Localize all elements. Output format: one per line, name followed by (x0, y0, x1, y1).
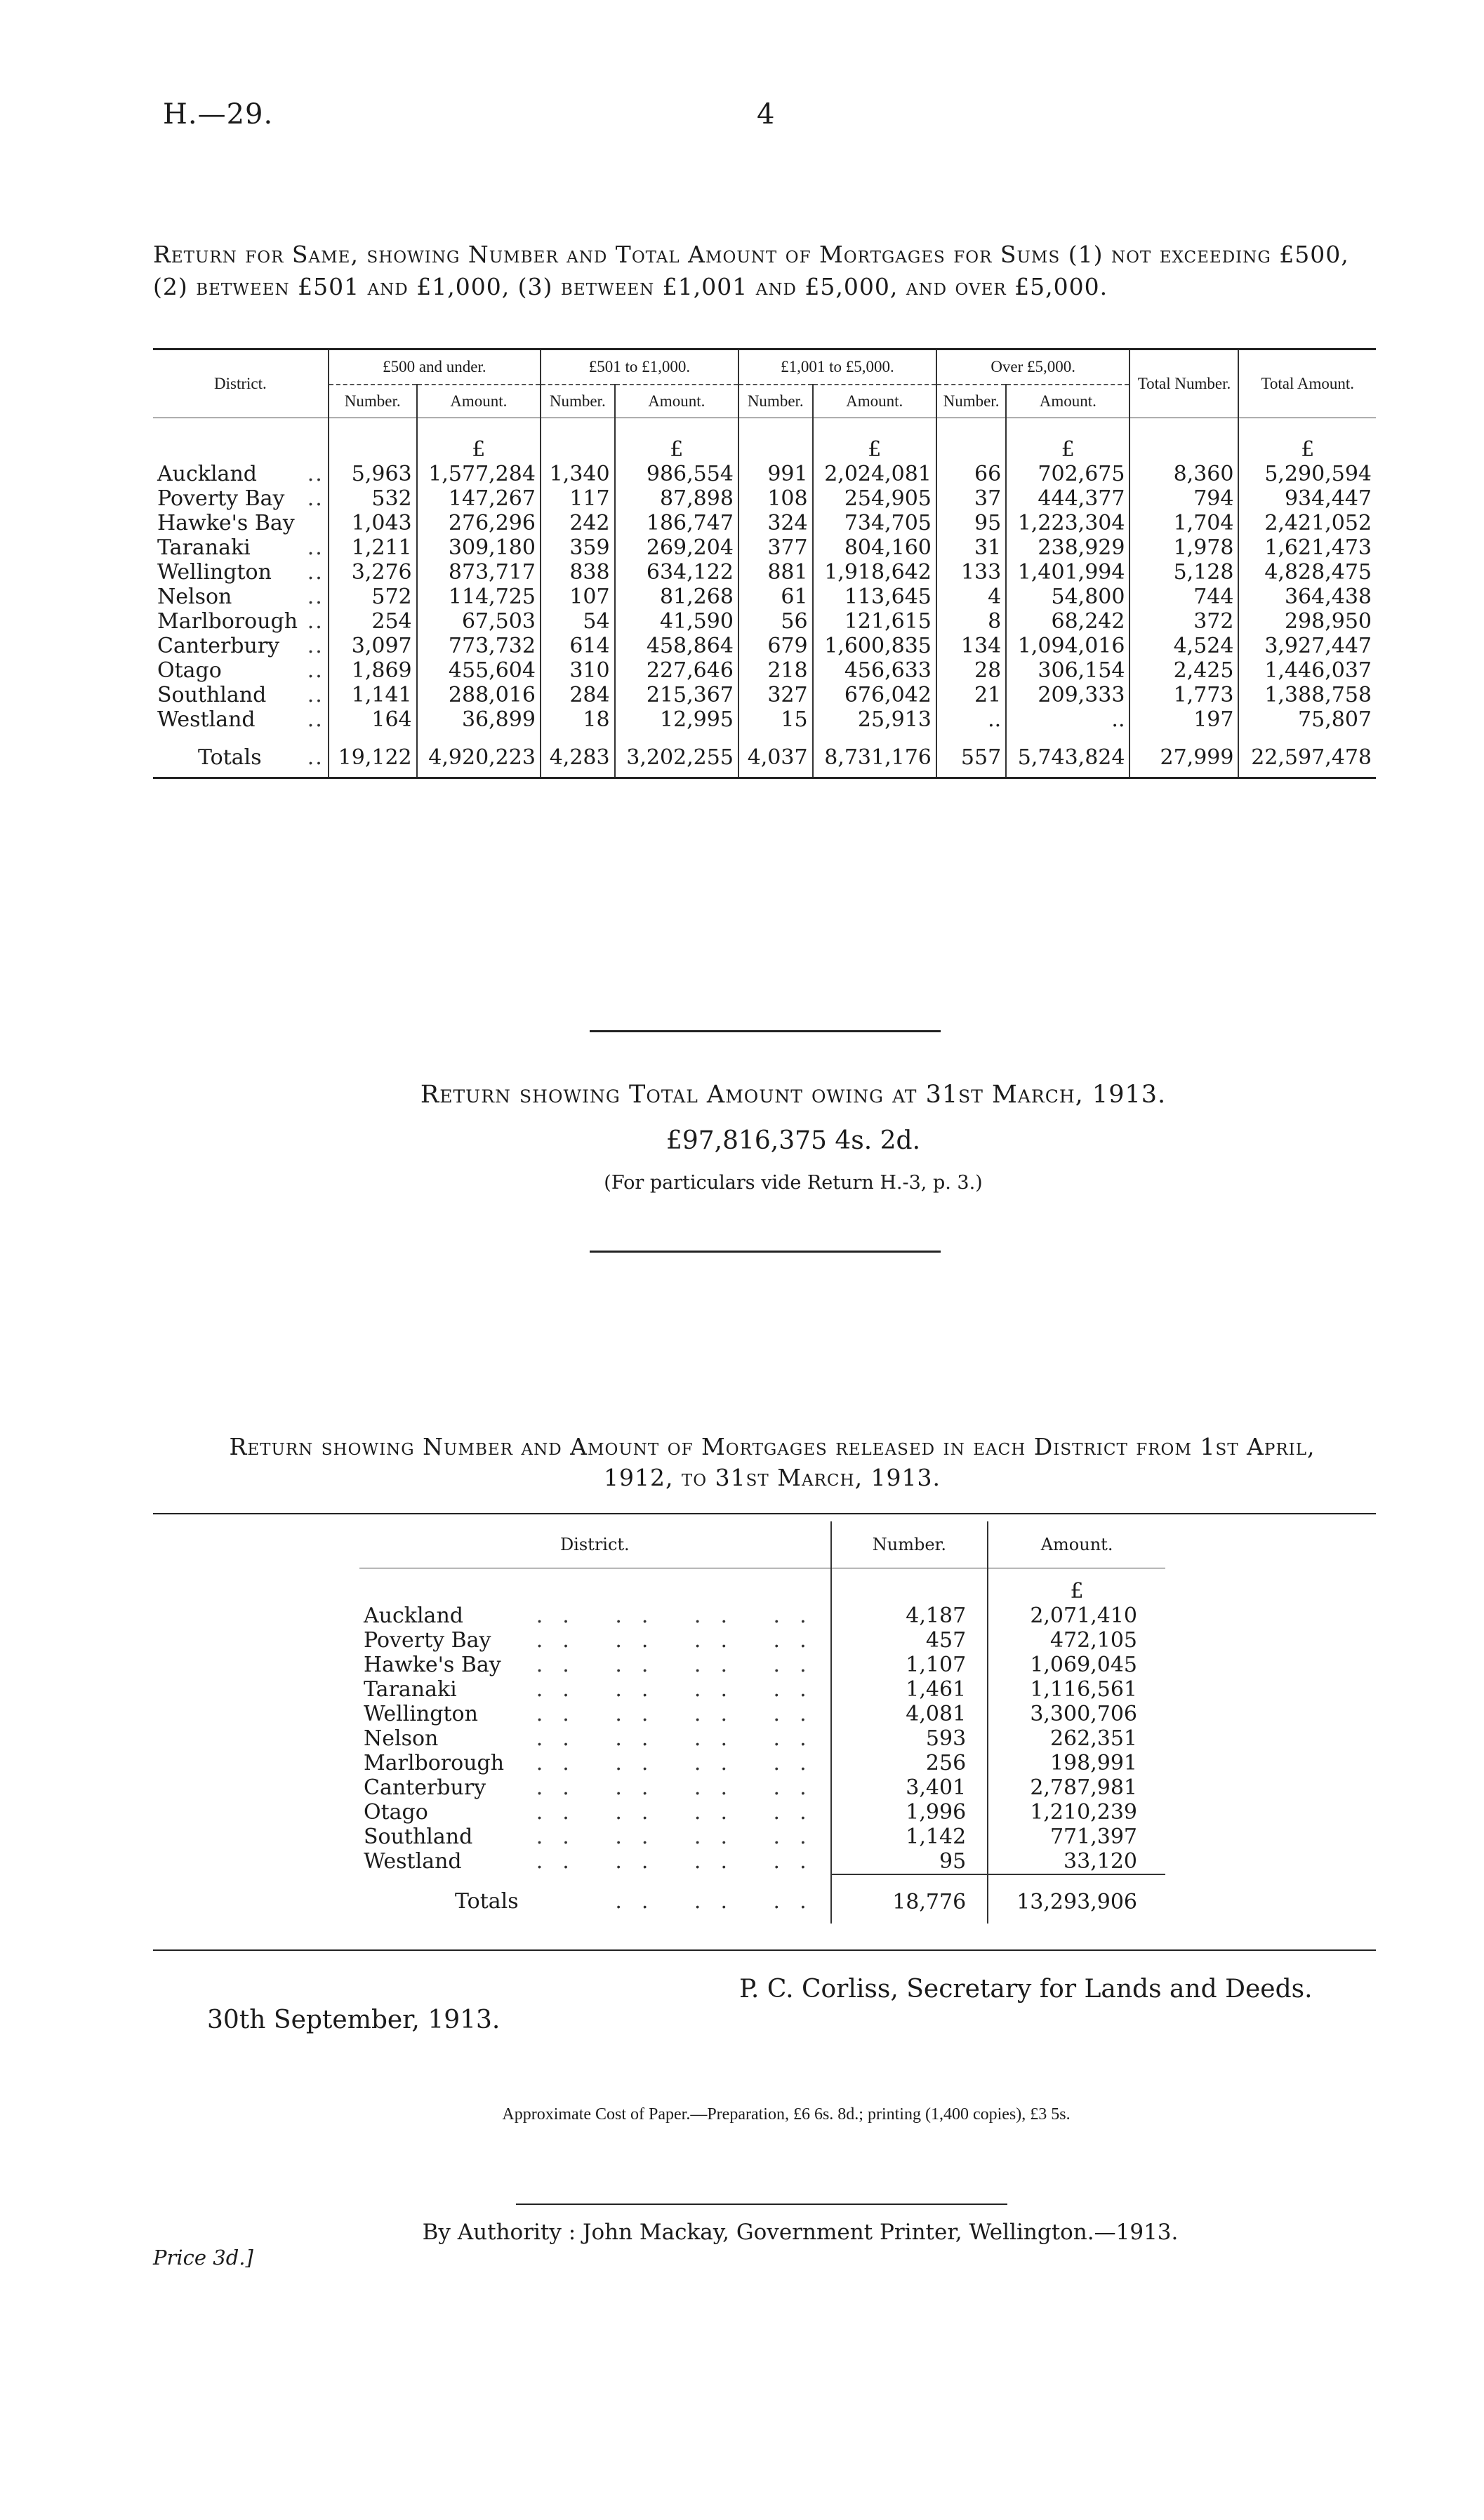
table-row (359, 1726, 1165, 1751)
col-group-over-5000: Over £5,000. (936, 349, 1130, 385)
district-name: Taranaki (364, 1676, 457, 1702)
col-number: Number. (329, 385, 417, 418)
number-cell: 133 (936, 560, 1006, 585)
amount-cell: 1,918,642 (813, 560, 936, 585)
amount-cell: 269,204 (615, 535, 738, 560)
district-cell (359, 1604, 831, 1628)
col-number: Number. (936, 385, 1006, 418)
amount-owing-title: Return showing Total Amount owing at 31st March, 1913. (420, 1081, 1167, 1109)
number-cell: 54 (541, 609, 615, 634)
number-cell: 197 (1129, 707, 1238, 732)
district-name: Poverty Bay (157, 486, 285, 511)
amount-cell: 4,828,475 (1238, 560, 1376, 585)
amount-cell: 87,898 (615, 486, 738, 511)
amount-cell: 75,807 (1238, 707, 1376, 732)
number-cell: 66 (936, 462, 1006, 486)
totals-row (359, 1874, 1165, 1924)
col-amount: Amount. (813, 385, 936, 418)
district-cell (153, 560, 329, 585)
amount-cell: 1,210,239 (988, 1800, 1165, 1825)
number-cell: 95 (831, 1849, 988, 1874)
district-name: Taranaki (157, 535, 251, 560)
col-district: District. (153, 349, 329, 418)
district-name: Otago (364, 1799, 428, 1825)
amount-cell: 1,621,473 (1238, 535, 1376, 560)
amount-cell: 444,377 (1006, 486, 1129, 511)
amount-cell: 455,604 (417, 658, 541, 683)
number-cell: 61 (738, 585, 813, 609)
amount-cell: 147,267 (417, 486, 541, 511)
amount-cell: 2,071,410 (988, 1604, 1165, 1628)
number-cell: 1,043 (329, 511, 417, 535)
amount-cell: 804,160 (813, 535, 936, 560)
number-cell: 1,869 (329, 658, 417, 683)
number-cell: 2,425 (1129, 658, 1238, 683)
number-cell: 27,999 (1129, 732, 1238, 778)
number-cell: 572 (329, 585, 417, 609)
district-name: Wellington (364, 1701, 478, 1726)
amount-cell: 2,787,981 (988, 1775, 1165, 1800)
leader-dots: .. (307, 535, 324, 560)
amount-cell: 986,554 (615, 462, 738, 486)
district-cell (153, 486, 329, 511)
district-name: Westland (157, 707, 256, 732)
number-cell: 310 (541, 658, 615, 683)
divider (516, 2204, 1007, 2205)
table-row (359, 1825, 1165, 1849)
amount-cell: 634,122 (615, 560, 738, 585)
district-cell (359, 1628, 831, 1653)
amount-cell: 734,705 (813, 511, 936, 535)
number-cell: 1,107 (831, 1653, 988, 1677)
number-cell: 557 (936, 732, 1006, 778)
number-cell: 18,776 (831, 1874, 988, 1924)
number-cell: 4,524 (1129, 634, 1238, 658)
col-total-amount: Total Amount. (1238, 349, 1376, 418)
number-cell: 15 (738, 707, 813, 732)
amount-cell: 298,950 (1238, 609, 1376, 634)
amount-cell: 1,223,304 (1006, 511, 1129, 535)
currency-symbol: £ (813, 418, 936, 462)
number-cell: 881 (738, 560, 813, 585)
amount-cell: 238,929 (1006, 535, 1129, 560)
amount-cell: 1,116,561 (988, 1677, 1165, 1702)
number-cell: 21 (936, 683, 1006, 707)
table2-title-line1: Return showing Number and Amount of Mortgages released in each District from 1st April, (229, 1433, 1316, 1460)
district-cell (153, 585, 329, 609)
district-name: Otago (157, 658, 222, 683)
district-name: Canterbury (364, 1775, 486, 1800)
number-cell: 838 (541, 560, 615, 585)
amount-cell: 81,268 (615, 585, 738, 609)
number-cell: 324 (738, 511, 813, 535)
number-cell: 218 (738, 658, 813, 683)
currency-symbol: £ (1238, 418, 1376, 462)
number-cell: 4,037 (738, 732, 813, 778)
leader-dots: .. .. .. .. (536, 1849, 826, 1874)
leader-dots: .. .. .. .. (536, 1824, 826, 1849)
page-number: 4 (757, 98, 775, 131)
district-name: Marlborough (364, 1750, 505, 1775)
district-cell (153, 658, 329, 683)
table-row (359, 1751, 1165, 1775)
amount-cell: 262,351 (988, 1726, 1165, 1751)
table-row (153, 511, 1376, 535)
number-cell: 1,211 (329, 535, 417, 560)
document-reference: H.—29. (163, 98, 274, 131)
amount-cell: 33,120 (988, 1849, 1165, 1874)
table-row (153, 683, 1376, 707)
leader-dots: .. (307, 486, 324, 511)
number-cell: 19,122 (329, 732, 417, 778)
district-cell (153, 511, 329, 535)
district-cell (153, 609, 329, 634)
number-cell: 327 (738, 683, 813, 707)
district-cell (359, 1751, 831, 1775)
number-cell: 8,360 (1129, 462, 1238, 486)
price: Price 3d.] (153, 2246, 253, 2269)
amount-cell: 3,300,706 (988, 1702, 1165, 1726)
leader-dots: .. .. .. .. (536, 1627, 826, 1653)
amount-cell: 773,732 (417, 634, 541, 658)
district-cell (359, 1775, 831, 1800)
col-amount: Amount. (615, 385, 738, 418)
district-name: Auckland (157, 461, 257, 486)
amount-cell: 2,024,081 (813, 462, 936, 486)
table-row (153, 585, 1376, 609)
amount-cell: 306,154 (1006, 658, 1129, 683)
col-group-500-under: £500 and under. (329, 349, 541, 385)
mortgage-sums-table (153, 348, 1376, 779)
number-cell: 117 (541, 486, 615, 511)
number-cell: 31 (936, 535, 1006, 560)
number-cell: 532 (329, 486, 417, 511)
table-row (153, 634, 1376, 658)
district-cell (359, 1849, 831, 1874)
number-cell: 1,340 (541, 462, 615, 486)
amount-cell: 114,725 (417, 585, 541, 609)
amount-cell: 934,447 (1238, 486, 1376, 511)
amount-cell: 873,717 (417, 560, 541, 585)
col-number: Number. (738, 385, 813, 418)
table-row (359, 1628, 1165, 1653)
amount-cell: 13,293,906 (988, 1874, 1165, 1924)
amount-owing-value: £97,816,375 4s. 2d. (665, 1126, 921, 1155)
district-name: Auckland (364, 1603, 463, 1628)
district-cell (153, 732, 329, 778)
divider (153, 1513, 1376, 1514)
amount-cell: 25,913 (813, 707, 936, 732)
divider (590, 1030, 941, 1032)
district-name: Southland (157, 682, 267, 707)
leader-dots: .. (307, 608, 324, 634)
table-row (153, 462, 1376, 486)
number-cell: 18 (541, 707, 615, 732)
number-cell: 1,978 (1129, 535, 1238, 560)
amount-cell: 4,920,223 (417, 732, 541, 778)
amount-cell: 68,242 (1006, 609, 1129, 634)
number-cell: 4,187 (831, 1604, 988, 1628)
district-cell (359, 1825, 831, 1849)
number-cell: 4,283 (541, 732, 615, 778)
table-row (359, 1653, 1165, 1677)
amount-cell: 3,927,447 (1238, 634, 1376, 658)
currency-row (359, 1568, 1165, 1604)
number-cell: 3,401 (831, 1775, 988, 1800)
amount-cell: 209,333 (1006, 683, 1129, 707)
amount-cell: 472,105 (988, 1628, 1165, 1653)
currency-symbol: £ (988, 1568, 1165, 1604)
number-cell: 991 (738, 462, 813, 486)
district-name: Hawke's Bay (157, 510, 295, 535)
number-cell: 794 (1129, 486, 1238, 511)
amount-cell: 254,905 (813, 486, 936, 511)
table-row (153, 707, 1376, 732)
mortgage-sums-body (153, 418, 1376, 778)
number-cell: 164 (329, 707, 417, 732)
table-row (153, 658, 1376, 683)
amount-cell: 1,069,045 (988, 1653, 1165, 1677)
district-name: Marlborough (157, 608, 298, 634)
leader-dots: .. (307, 682, 324, 707)
currency-row (153, 418, 1376, 462)
col-number: Number. (541, 385, 615, 418)
amount-cell: 5,290,594 (1238, 462, 1376, 486)
leader-dots: .. .. .. .. (536, 1652, 826, 1677)
number-cell: 134 (936, 634, 1006, 658)
number-cell: 744 (1129, 585, 1238, 609)
number-cell: 4,081 (831, 1702, 988, 1726)
number-cell: 4 (936, 585, 1006, 609)
amount-cell: 36,899 (417, 707, 541, 732)
leader-dots: .. .. .. .. (536, 1799, 826, 1825)
amount-cell: 1,094,016 (1006, 634, 1129, 658)
number-cell: 679 (738, 634, 813, 658)
authority-line: By Authority : John Mackay, Government Printer, Wellington.—1913. (422, 2220, 1179, 2245)
district-cell (153, 462, 329, 486)
amount-cell: 227,646 (615, 658, 738, 683)
col-amount: Amount. (988, 1521, 1165, 1568)
number-cell: 3,097 (329, 634, 417, 658)
leader-dots: .. .. .. .. (536, 1775, 826, 1800)
amount-cell: 1,401,994 (1006, 560, 1129, 585)
leader-dots: .. (307, 559, 324, 585)
number-cell: 37 (936, 486, 1006, 511)
date: 30th September, 1913. (207, 2006, 501, 2034)
number-cell: 284 (541, 683, 615, 707)
leader-dots: .. .. .. .. (536, 1701, 826, 1726)
district-cell (153, 535, 329, 560)
district-name: Totals (198, 745, 262, 771)
amount-cell: 12,995 (615, 707, 738, 732)
divider (590, 1251, 941, 1253)
leader-dots: .. .. .. .. (536, 1750, 826, 1775)
amount-cell: 458,864 (615, 634, 738, 658)
number-cell: 56 (738, 609, 813, 634)
table-row (359, 1849, 1165, 1874)
table-row (153, 535, 1376, 560)
amount-cell: 8,731,176 (813, 732, 936, 778)
amount-cell: 364,438 (1238, 585, 1376, 609)
leader-dots: .. .. .. .. (536, 1726, 826, 1751)
currency-symbol: £ (417, 418, 541, 462)
leader-dots: .. (307, 461, 324, 486)
amount-cell: 1,577,284 (417, 462, 541, 486)
district-cell (359, 1726, 831, 1751)
number-cell: 457 (831, 1628, 988, 1653)
district-name: Nelson (364, 1726, 439, 1751)
amount-cell: 702,675 (1006, 462, 1129, 486)
number-cell: 1,461 (831, 1677, 988, 1702)
district-cell (359, 1702, 831, 1726)
number-cell: .. (936, 707, 1006, 732)
mortgages-released-table (359, 1521, 1165, 1924)
number-cell: 1,996 (831, 1800, 988, 1825)
district-cell (153, 683, 329, 707)
district-name: Totals (455, 1889, 519, 1914)
number-cell: 1,141 (329, 683, 417, 707)
table-row (359, 1800, 1165, 1825)
leader-dots: .. (307, 745, 324, 771)
number-cell: 5,128 (1129, 560, 1238, 585)
number-cell: 593 (831, 1726, 988, 1751)
district-cell (359, 1874, 831, 1924)
district-cell (153, 707, 329, 732)
leader-dots: .. .. .. .. (536, 1603, 826, 1628)
amount-cell: 309,180 (417, 535, 541, 560)
number-cell: 377 (738, 535, 813, 560)
table-row (359, 1775, 1165, 1800)
leader-dots: .. (307, 658, 324, 683)
col-amount: Amount. (1006, 385, 1129, 418)
table-row (153, 560, 1376, 585)
number-cell: 28 (936, 658, 1006, 683)
col-group-1001-5000: £1,001 to £5,000. (738, 349, 936, 385)
currency-symbol: £ (615, 418, 738, 462)
amount-cell: 1,388,758 (1238, 683, 1376, 707)
district-name: Wellington (157, 559, 272, 585)
leader-dots: .. .. .. .. (536, 1676, 826, 1702)
col-district: District. (559, 1535, 630, 1554)
district-cell (359, 1653, 831, 1677)
table2-title (147, 1432, 1397, 1493)
amount-cell: 771,397 (988, 1825, 1165, 1849)
col-number: Number. (831, 1521, 988, 1568)
amount-cell: 456,633 (813, 658, 936, 683)
table-row (359, 1677, 1165, 1702)
number-cell: 1,773 (1129, 683, 1238, 707)
col-group-501-1000: £501 to £1,000. (541, 349, 738, 385)
amount-cell: 121,615 (813, 609, 936, 634)
currency-symbol: £ (1006, 418, 1129, 462)
district-name: Hawke's Bay (364, 1652, 501, 1677)
district-name: Westland (364, 1849, 462, 1874)
amount-cell: 1,446,037 (1238, 658, 1376, 683)
number-cell: 3,276 (329, 560, 417, 585)
amount-owing-note: (For particulars vide Return H.-3, p. 3.) (604, 1172, 983, 1194)
number-cell: 256 (831, 1751, 988, 1775)
amount-cell: 1,600,835 (813, 634, 936, 658)
leader-dots: .. (307, 633, 324, 658)
amount-cell: 288,016 (417, 683, 541, 707)
leader-dots: .. .. .. (615, 1889, 826, 1914)
district-name: Nelson (157, 584, 232, 609)
number-cell: 108 (738, 486, 813, 511)
district-cell (359, 1800, 831, 1825)
number-cell: 5,963 (329, 462, 417, 486)
leader-dots: .. (307, 584, 324, 609)
amount-cell: 198,991 (988, 1751, 1165, 1775)
number-cell: 614 (541, 634, 615, 658)
number-cell: 372 (1129, 609, 1238, 634)
number-cell: 107 (541, 585, 615, 609)
number-cell: 359 (541, 535, 615, 560)
cost-note: Approximate Cost of Paper.—Preparation, £6 6s. 8d.; printing (1,400 copies), £3 5s. (502, 2105, 1071, 2124)
leader-dots: .. (307, 707, 324, 732)
amount-cell: 3,202,255 (615, 732, 738, 778)
number-cell: 95 (936, 511, 1006, 535)
table2-title-line2: 1912, to 31st March, 1913. (603, 1464, 941, 1491)
number-cell: 1,142 (831, 1825, 988, 1849)
table-row (359, 1702, 1165, 1726)
district-cell (153, 634, 329, 658)
district-name: Canterbury (157, 633, 280, 658)
district-name: Poverty Bay (364, 1627, 491, 1653)
divider (153, 1949, 1376, 1951)
number-cell: 242 (541, 511, 615, 535)
col-amount: Amount. (417, 385, 541, 418)
number-cell: 1,704 (1129, 511, 1238, 535)
amount-cell: .. (1006, 707, 1129, 732)
district-name: Southland (364, 1824, 473, 1849)
table-row (359, 1604, 1165, 1628)
number-cell: 8 (936, 609, 1006, 634)
signature: P. C. Corliss, Secretary for Lands and Deeds. (739, 1975, 1313, 2004)
amount-cell: 2,421,052 (1238, 511, 1376, 535)
table1-title: Return for Same, showing Number and Total Amount of Mortgages for Sums (1) not exceeding £500, (2) between £501 and £1,000, (3) between £1,001 and £5,000, and over £5,000. (153, 241, 1349, 300)
amount-cell: 41,590 (615, 609, 738, 634)
number-cell: 254 (329, 609, 417, 634)
amount-cell: 5,743,824 (1006, 732, 1129, 778)
amount-cell: 67,503 (417, 609, 541, 634)
amount-cell: 113,645 (813, 585, 936, 609)
totals-row (153, 732, 1376, 778)
amount-cell: 215,367 (615, 683, 738, 707)
table-row (153, 486, 1376, 511)
table-row (153, 609, 1376, 634)
mortgages-released-body (359, 1568, 1165, 1924)
amount-cell: 276,296 (417, 511, 541, 535)
district-cell (359, 1677, 831, 1702)
amount-cell: 186,747 (615, 511, 738, 535)
amount-cell: 22,597,478 (1238, 732, 1376, 778)
amount-cell: 676,042 (813, 683, 936, 707)
amount-cell: 54,800 (1006, 585, 1129, 609)
col-total-number: Total Number. (1129, 349, 1238, 418)
